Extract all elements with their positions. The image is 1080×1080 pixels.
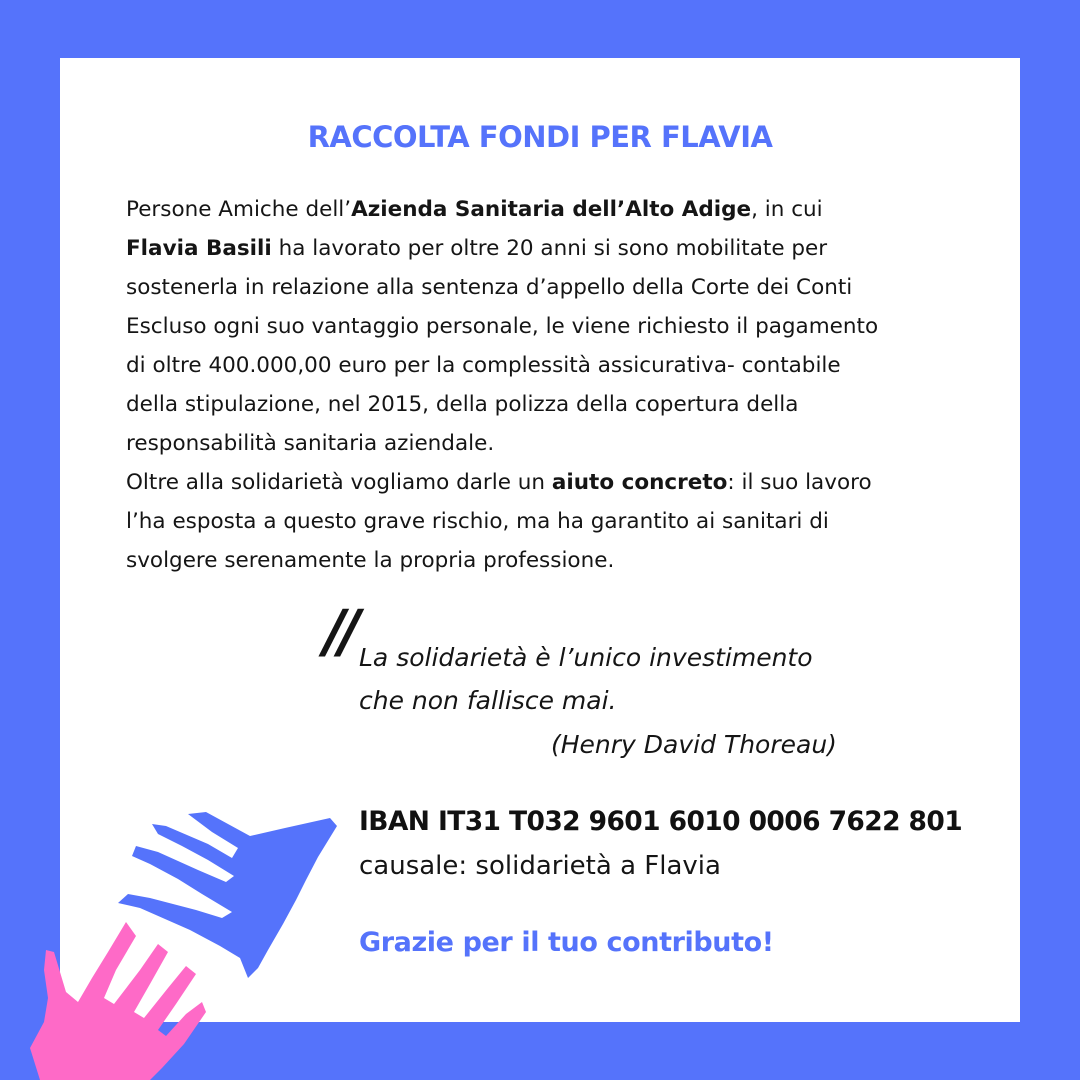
thank-you-message: Grazie per il tuo contributo! [359,927,774,958]
body-line-7: responsabilità sanitaria aziendale. [126,431,495,456]
page-title: RACCOLTA FONDI PER FLAVIA [307,120,773,154]
body-line-10: svolgere serenamente la propria professione. [126,548,615,573]
quote-text [359,636,813,722]
body-line-4: Escluso ogni suo vantaggio personale, le viene richiesto il pagamento [126,314,879,339]
iban-text: IBAN IT31 T032 9601 6010 0006 7622 801 [359,806,963,837]
body-line-9: l’ha esposta a questo grave rischio, ma ha garantito ai sanitari di [126,509,829,534]
description-text [126,190,1006,580]
quote-author: (Henry David Thoreau) [551,730,837,759]
quote-mark-icon: // [324,597,355,665]
body-line-6: della stipulazione, nel 2015, della polizza della copertura della [126,392,799,417]
concrete-help-emphasis: aiuto concreto [551,470,728,495]
organization-name: Azienda Sanitaria dell’Alto Adige [351,197,752,222]
body-line-1: Persone Amiche dell’Azienda Sanitaria dell’Alto Adige, in cui [126,197,823,222]
quote-line-2: che non fallisce mai. [359,686,617,715]
person-name: Flavia Basili [126,236,272,261]
body-line-2: Flavia Basili ha lavorato per oltre 20 anni si sono mobilitate per [126,236,828,261]
body-line-5: di oltre 400.000,00 euro per la complessità assicurativa- contabile [126,353,841,378]
body-line-8: Oltre alla solidarietà vogliamo darle un aiuto concreto: il suo lavoro [126,470,872,495]
quote-line-1: La solidarietà è l’unico investimento [359,643,813,672]
body-line-3: sostenerla in relazione alla sentenza d’appello della Corte dei Conti [126,275,853,300]
payment-reason: causale: solidarietà a Flavia [359,851,721,881]
